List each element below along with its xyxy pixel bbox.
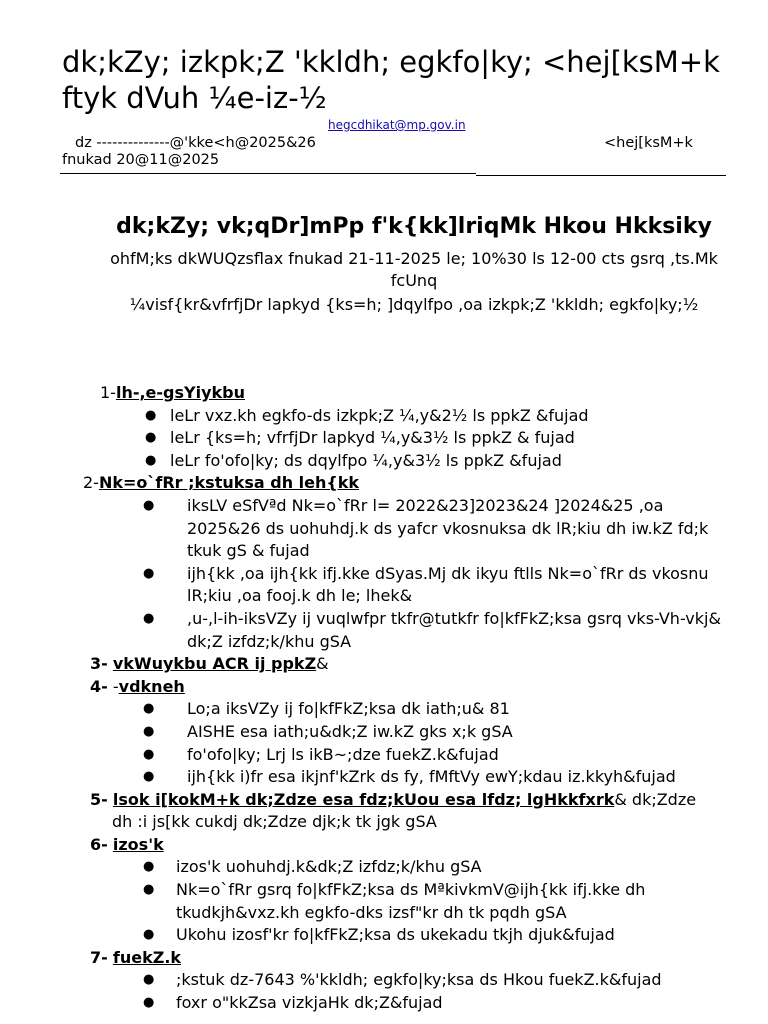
reference-number: dz --------------@'kke<h@2025&26	[75, 135, 316, 151]
bullet-icon: ●	[143, 610, 155, 626]
list-item: ● Nk=o`fRr gsrq fo|kfFkZ;ksa ds MªkivkmV@ijh{kk ifj.kke dh tkudkjh&vxz.kh egkfo-dks izsf"kr dh tk pqdh gSA	[143, 880, 646, 922]
meeting-info	[60, 248, 768, 316]
heading-line-1: dk;kZy; izkpk;Z 'kkldh; egkfo|ky; <hej[ksM+k	[62, 45, 720, 79]
section-title: lsok i[kokM+k dk;Zdze esa fdz;kUou esa lfdz; lgHkkfxrk	[112, 789, 615, 809]
bullet-icon: ●	[143, 565, 155, 581]
bullet-icon: ●	[143, 927, 155, 943]
section-title: vdkneh	[118, 676, 185, 696]
list-item: ● fo'ofo|ky; Lrj ls ikB~;dze fuekZ.k&fujad	[0, 744, 768, 767]
agenda-section	[0, 676, 768, 699]
section-number: 2-	[83, 473, 99, 493]
section-number: 7-	[90, 947, 108, 967]
email-link[interactable]: hegcdhikat@mp.gov.in	[328, 118, 466, 132]
bullet-icon: ●	[145, 407, 157, 423]
bullet-icon: ●	[145, 430, 157, 446]
list-item: ● iksLV eSfVªd Nk=o`fRr l= 2022&23]2023&24 ]2024&25 ,oa 2025&26 ds uohuhdj.k ds yafcr vkosnuksa dk lR;kiu dh iw.kZ fd;k tkuk gS & fujad	[143, 495, 709, 561]
bullet-icon: ●	[143, 972, 155, 988]
list-item: ● leLr vxz.kh egkfo-ds izkpk;Z ¼,y&2½ ls ppkZ &fujad	[0, 405, 768, 428]
section-title: lh-,e-gsYiykbu	[115, 383, 245, 402]
list-item: ● foxr o"kkZsa vizkjaHk dk;Z&fujad	[0, 992, 768, 1015]
section-title: Nk=o`fRr ;kstuksa dh leh{kk	[98, 473, 360, 493]
bullet-icon: ●	[143, 995, 155, 1011]
letter-date: fnukad 20@11@2025	[62, 152, 220, 168]
list-item: ● ,u-,l-ih-iksVZy ij vuqlwfpr tkfr@tutkfr fo|kfFkZ;ksa gsrq vks-Vh-vkj& dk;Z izfdz;k/khu gSA	[143, 608, 721, 651]
meeting-info-line-2: fcUnq	[390, 271, 438, 290]
section-number: 6-	[90, 834, 108, 854]
bullet-icon: ●	[143, 859, 155, 875]
list-item: ● AISHE esa iath;u&dk;Z iw.kZ gks x;k gSA	[0, 721, 768, 744]
list-item: ● leLr fo'ofo|ky; ds dqylfpo ¼,y&3½ ls ppkZ &fujad	[0, 450, 768, 473]
list-item: ● ijh{kk i)fr esa ikjnf'kZrk ds fy, fMftVy ewY;kdau iz.kkyh&fujad	[0, 766, 768, 789]
bullet-icon: ●	[143, 769, 155, 785]
agenda-section	[0, 382, 768, 405]
section-title: fuekZ.k	[112, 947, 182, 967]
agenda-section	[0, 789, 768, 812]
agenda-section	[0, 653, 768, 676]
list-item: ● Ukohu izosf'kr fo|kfFkZ;ksa ds ukekadu tkjh djuk&fujad	[0, 924, 768, 947]
place-name: <hej[ksM+k	[604, 135, 693, 151]
bullet-icon: ●	[143, 882, 155, 898]
section-tail: & dk;Zdze	[614, 789, 697, 809]
divider-left	[60, 173, 476, 174]
list-item: ● ;kstuk dz-7643 %'kkldh; egkfo|ky;ksa ds Hkou fuekZ.k&fujad	[0, 969, 768, 992]
subject-title: dk;kZy; vk;qDr]mPp f'k{kk]lriqMk Hkou Hkksiky	[116, 214, 712, 239]
meeting-info-line-1: ohfM;ks dkWUQzsflax fnukad 21-11-2025 le; 10%30 ls 12-00 cts gsrq ,ts.Mk	[110, 249, 718, 268]
section-prefix: -	[112, 676, 119, 696]
section-title: vkWuykbu ACR ij ppkZ	[112, 654, 317, 674]
list-item: ● Lo;a iksVZy ij fo|kfFkZ;ksa dk iath;u& 81	[0, 698, 768, 721]
section-tail: &	[316, 654, 329, 674]
section-title: izos'k	[112, 834, 164, 854]
agenda-list	[0, 382, 768, 1015]
section-number: 5-	[90, 789, 108, 809]
list-item: ● ijh{kk ,oa ijh{kk ifj.kke dSyas.Mj dk ikyu ftlls Nk=o`fRr ds vkosnu lR;kiu ,oa fooj.k dh le; lhek&	[143, 563, 709, 606]
section-number: 4-	[90, 676, 108, 696]
bullet-icon: ●	[143, 701, 155, 717]
list-item: ● leLr {ks=h; vfrfjDr lapkyd ¼,y&3½ ls ppkZ & fujad	[0, 427, 768, 450]
list-item: ● izos'k uohuhdj.k&dk;Z izfdz;k/khu gSA	[0, 856, 768, 879]
heading-line-2: ftyk dVuh ¼e-iz-½	[62, 81, 327, 115]
agenda-section	[0, 834, 768, 857]
section-number: 1-	[100, 383, 116, 402]
bullet-icon: ●	[143, 497, 155, 513]
bullet-icon: ●	[145, 452, 157, 468]
section-number: 3-	[90, 654, 108, 674]
office-heading	[62, 44, 762, 116]
bullet-icon: ●	[143, 746, 155, 762]
bullet-icon: ●	[143, 723, 155, 739]
agenda-section	[0, 472, 768, 495]
meeting-info-line-3: ¼visf{kr&vfrfjDr lapkyd {ks=h; ]dqylfpo ,oa izkpk;Z 'kkldh; egkfo|ky;½	[129, 295, 699, 314]
agenda-section	[0, 947, 768, 970]
section-continuation: dh :i js[kk cukdj dk;Zdze djk;k tk jgk gSA	[112, 812, 437, 832]
divider-right	[476, 175, 726, 176]
